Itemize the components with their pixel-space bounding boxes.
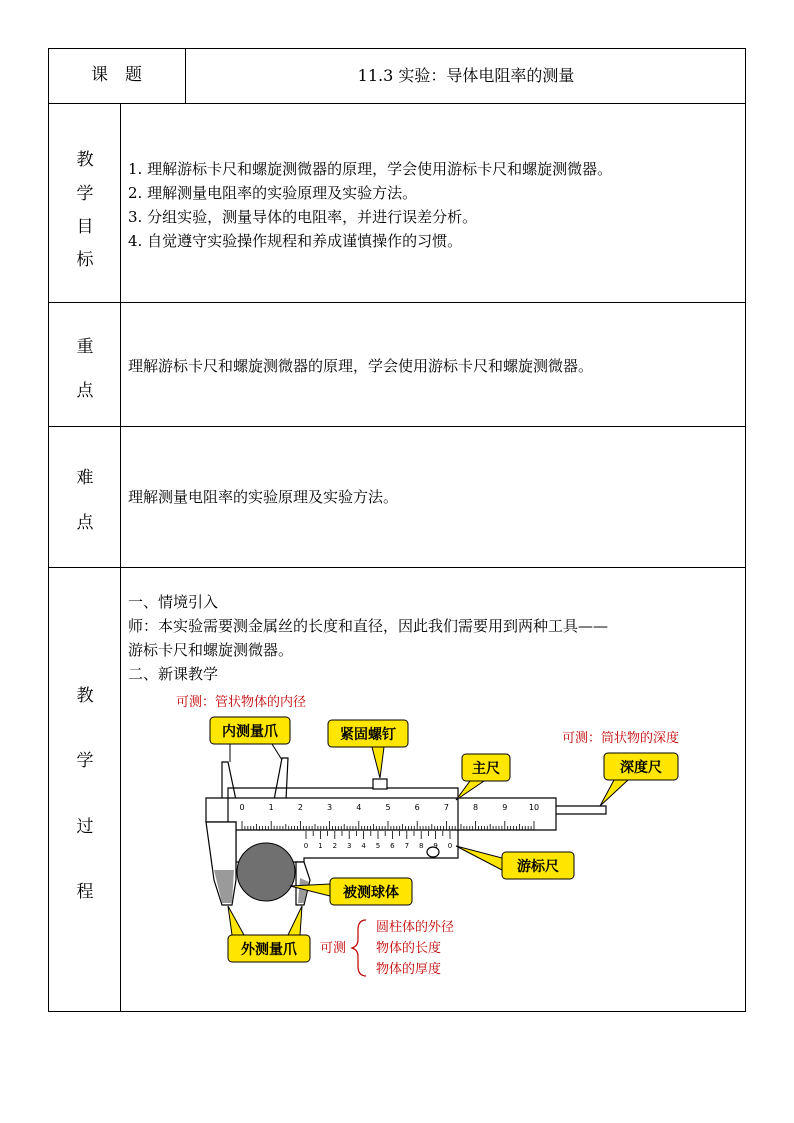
vernier-scale-ticks <box>306 831 450 839</box>
svg-text:游标尺: 游标尺 <box>517 859 559 875</box>
note-inner-measure: 可测：管状物体的内径 <box>176 695 307 710</box>
inner-jaw-fixed <box>222 762 236 800</box>
callout-inner-jaw <box>210 717 290 762</box>
svg-text:深度尺: 深度尺 <box>620 760 662 776</box>
callout-vernier-scale <box>456 846 574 879</box>
svg-text:内测量爪: 内测量爪 <box>222 724 278 740</box>
teacher-line: 游标卡尺和螺旋测微器。 <box>128 641 294 659</box>
main-scale-label: 2 <box>297 803 303 812</box>
vernier-scale-label: 7 <box>404 842 410 850</box>
teacher-line: 师：本实验需要测金属丝的长度和直径，因此我们需要用到两种工具—— <box>128 617 609 635</box>
outer-use-item: 物体的厚度 <box>376 962 442 977</box>
main-scale-label: 0 <box>239 803 245 812</box>
vernier-scale-label: 0 <box>303 842 309 850</box>
can-measure-label: 可测 <box>320 941 347 956</box>
locking-screw <box>373 779 387 789</box>
main-scale-label: 5 <box>385 803 391 812</box>
measured-ball <box>237 843 295 901</box>
callout-outer-jaw <box>228 906 310 962</box>
list-item: 1. 理解游标卡尺和螺旋测微器的原理，学会使用游标卡尺和螺旋测微器。 <box>128 160 613 178</box>
callout-locking-screw <box>328 720 408 778</box>
note-depth-measure: 可测：筒状物的深度 <box>562 731 680 746</box>
list-item: 2. 理解测量电阻率的实验原理及实验方法。 <box>128 184 418 202</box>
main-scale-label: 3 <box>327 803 333 812</box>
svg-text:主尺: 主尺 <box>472 761 500 777</box>
list-item: 3. 分组实验，测量导体的电阻率，并进行误差分析。 <box>128 208 478 226</box>
vernier-scale-label: 2 <box>332 842 338 850</box>
svg-text:外测量爪: 外测量爪 <box>241 942 297 958</box>
vernier-scale-label: 0 <box>447 842 453 850</box>
vernier-scale-label: 5 <box>375 842 381 850</box>
main-scale-label: 10 <box>528 803 540 812</box>
main-scale-label: 6 <box>414 803 420 812</box>
section-heading: 一、情境引入 <box>128 593 219 611</box>
main-scale-label: 7 <box>443 803 449 812</box>
outer-use-item: 物体的长度 <box>376 941 442 956</box>
section-heading: 二、新课教学 <box>128 665 219 683</box>
svg-text:紧固螺钉: 紧固螺钉 <box>340 727 396 743</box>
vernier-scale-label: 4 <box>361 842 366 850</box>
vernier-scale-label: 8 <box>418 842 424 850</box>
header-label: 课 题 <box>91 65 142 85</box>
vernier-scale-label: 1 <box>318 842 323 850</box>
key-point-text: 理解游标卡尺和螺旋测微器的原理，学会使用游标卡尺和螺旋测微器。 <box>128 357 594 375</box>
main-scale-label: 4 <box>356 803 362 812</box>
brace <box>352 920 366 976</box>
svg-text:被测球体: 被测球体 <box>343 885 399 901</box>
main-scale-label: 1 <box>268 803 274 812</box>
difficulty-text: 理解测量电阻率的实验原理及实验方法。 <box>128 488 399 506</box>
callout-depth-rod <box>600 753 678 806</box>
main-scale-label: 8 <box>473 803 479 812</box>
inner-jaw-moving <box>274 758 288 800</box>
vernier-scale-label: 6 <box>390 842 395 850</box>
vernier-scale-label: 9 <box>433 842 438 850</box>
vernier-scale-label: 3 <box>346 842 352 850</box>
callout-main-scale <box>456 754 510 800</box>
outer-use-item: 圆柱体的外径 <box>376 920 455 935</box>
lesson-title: 11.3 实验：导体电阻率的测量 <box>357 66 575 85</box>
main-scale-label: 9 <box>502 803 508 812</box>
list-item: 4. 自觉遵守实验操作规程和养成谨慎操作的习惯。 <box>128 232 463 250</box>
